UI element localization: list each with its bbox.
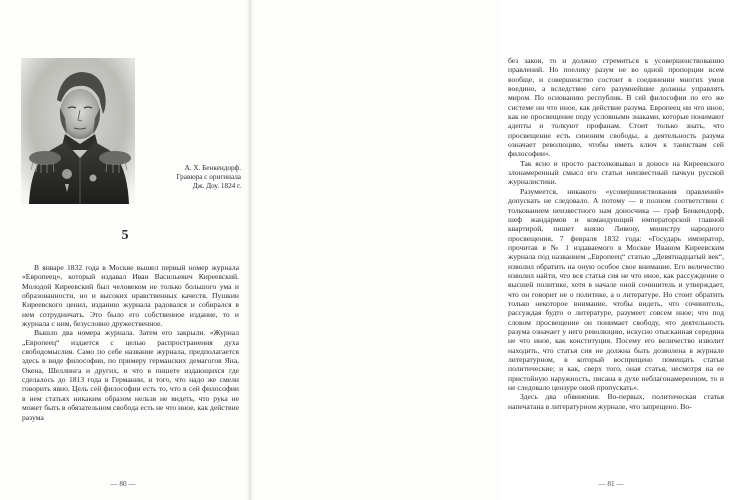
right-body-text xyxy=(508,56,724,411)
portrait-caption xyxy=(137,164,241,192)
caption-line: А. Х. Бенкендорф. xyxy=(184,164,241,172)
left-body-text xyxy=(22,263,239,422)
chapter-number: 5 xyxy=(121,228,129,243)
page-number-left: — 80 — xyxy=(110,480,136,488)
caption-line: Дж. Доу. 1824 г. xyxy=(192,182,241,191)
portrait-engraving xyxy=(21,58,135,204)
paragraph: Так ясно и просто растолковывал в доносе на Киреевского злонамеренный смысл его статьи неизвестный пачкун русской журналистики. xyxy=(508,158,724,187)
right-page xyxy=(250,0,724,500)
paragraph: Здесь два обвинения. Во-первых, политическая статья напечатана в литературном журнале, что запрещено. Во- xyxy=(508,392,724,411)
caption-line: Гравюра с оригинала xyxy=(176,173,241,182)
paragraph: без закон, то и должно стремиться к усовершенствованию правлений. Но поелику разум не во одной пропорции всем вообще, и совершенство состоит в соединении многих умов воедино, а вследствие сего разумнейшие должны управлять миром. По основанию республик. В сей философии по его же системе ни что иное, как действие разума. Европеец ни что иное, как не просвещение поду условными знаками, которые понимают адепты и толкуют профанам. Стоит только знать, что просвещение есть синоним свободы, а деятельность разума означает революцию, чтобы иметь ключ к таинствам сей философии». xyxy=(508,56,724,159)
page-number-right: — 81 — xyxy=(598,480,624,488)
paragraph: Разумеется, никакого «усовершенствования правлений» допускать не следовало. А потому — в полном соответствии с толкованием неизвестного нам доносчика — граф Бенкендорф, шеф жандармов и командующий императорской главной квартирой, пишет князю Ливену, министру народного просвещения, 7 февраля 1832 года: «Государь император, прочитав в № 1 издаваемого в Москве Иваном Киреевским журнала под названием „Европеец“ статью „Девятнадцатый век“, изволил обратить на оную особое свое внимание. Его величество изволил найти, что вся статья сия не что иное, как рассуждение о высшей политике, хотя в начале оной сочинитель и утверждает, что он говорит не о политике, а о литературе. Но стоит обратить только некоторое внимание, чтобы видеть, что сочинитель, рассуждая будто о литературе, разумеет совсем иное; что под словом просвещение он понимает свободу, что деятельность разума означает у него революцию, искусно отысканная середина не что иное, как конституция. Посему его величество изволит находить, что статья сия не должна быть дозволена в журнале литературном, в который воспрещено помещать статьи политические; и как, сверх того, оная статья, несмотря на ее пристойную наружность, писана в духе неблагонамеренном, то и не следовало цензуре оной пропускать». xyxy=(508,186,724,393)
benckendorff-portrait-image xyxy=(21,58,135,204)
paragraph: В январе 1832 года в Москве вышел первый номер журнала «Европеец», который издавал Иван Васильевич Киреевский. Молодой Киреевский был человеком не только большого ума и образованности, но и высоких нравственных качеств. Пушкин Киреевского ценил, изданию журнала радовался и собирался в нем сотрудничать. Это было его собственное издание, то и журнала с ним, безусловно дружественное. xyxy=(22,263,239,329)
left-page xyxy=(0,0,250,500)
paragraph: Вышло два номера журнала. Затем его закрыли. «Журнал „Европеец“ издается с целью распространения духа свободомыслия. Само по себе название журнала, предполагается здесь в виде философии, по примеру германских демагогов Яна, Окена, Шеллинга и других, и что в пишете издающихся где сделалось до 1813 года в Германии, и того, что надо же смели говорить явно. Цель сей философии есть то, что в сей философии в нем статьях никаким образом нельзя не видеть, что рука не может быть в обязательном свобода есть не что иное, как действие разума xyxy=(22,328,239,422)
